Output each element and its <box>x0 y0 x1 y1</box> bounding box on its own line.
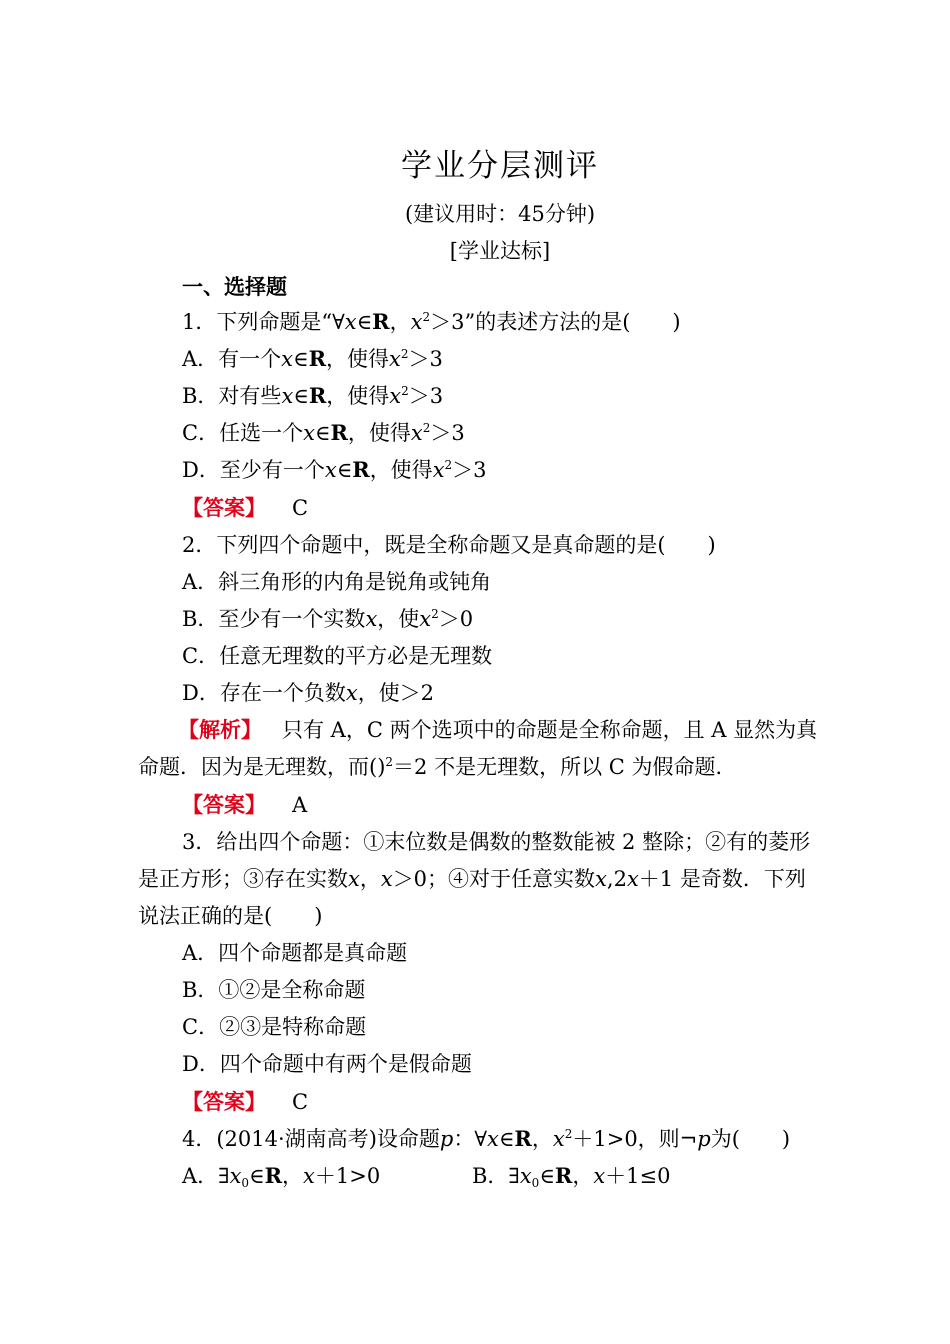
q4-source: 湖南高考 <box>284 1127 369 1151</box>
q3-stem-line3: 说法正确的是( ) <box>138 904 323 928</box>
q4-option-b: B．$\exists x_0\in R$，x＋1≤0 <box>472 1163 671 1190</box>
q2-option-d: D．存在一个负数x，使＞2 <box>182 681 435 705</box>
q1-answer: 【答案】 C <box>182 495 309 520</box>
analysis-label: 【解析】 <box>178 717 262 742</box>
q3-stem-line2: 是正方形；③存在实数x，x＞0；④对于任意实数x,2x＋1 是奇数．下列 <box>138 867 806 891</box>
time-hint: (建议用时：45分钟) <box>404 202 596 226</box>
q1-option-d: D．至少有一个x∈R，使得$x^2>3$ <box>182 457 487 482</box>
q2-analysis-line1: 【解析】 只有 A，C 两个选项中的命题是全称命题，且 A 显然为真 <box>178 717 818 742</box>
q4-stem: 4．(2014·湖南高考)设命题p：∀x∈R，$x^2+1>0$，则¬p为( ) <box>182 1126 791 1151</box>
q2-option-c: C．任意无理数的平方必是无理数 <box>182 644 493 668</box>
q3-stem-line1: 3．给出四个命题：①末位数是偶数的整数能被 2 整除；②有的菱形 <box>182 830 811 854</box>
answer-label: 【答案】 <box>182 792 266 817</box>
q1-option-c: C．任选一个x∈R，使得$x^2>3$ <box>182 420 465 445</box>
page-title: 学业分层测评 <box>401 148 599 184</box>
q2-stem: 2．下列四个命题中，既是全称命题又是真命题的是( ) <box>182 533 716 557</box>
q1-option-a: A．有一个x∈R，使得$x^2>3$ <box>182 346 443 371</box>
answer-label: 【答案】 <box>182 495 266 520</box>
q2-analysis-line2: 命题．因为是无理数，而()$^2$＝2 不是无理数，所以 C 为假命题． <box>138 755 737 779</box>
q3-option-c: C．②③是特称命题 <box>182 1015 367 1039</box>
q1-option-b: B．对有些x∈R，使得$x^2>3$ <box>182 383 444 408</box>
q2-option-a: A．斜三角形的内角是锐角或钝角 <box>182 570 492 594</box>
q3-option-d: D．四个命题中有两个是假命题 <box>182 1052 472 1076</box>
q2-answer: 【答案】 A <box>182 792 308 817</box>
part-heading: 一、选择题 <box>182 274 287 299</box>
q4-option-a: A．$\exists x_0\in R$，x＋1>0 <box>182 1163 381 1190</box>
q3-option-b: B．①②是全称命题 <box>182 978 366 1002</box>
q1-stem: 1．下列命题是“∀x∈R，$x^2>3$”的表述方法的是( ) <box>182 309 681 334</box>
q3-option-a: A．四个命题都是真命题 <box>182 941 408 965</box>
q3-answer: 【答案】 C <box>182 1089 309 1114</box>
q4-options-row <box>182 1161 882 1191</box>
q2-option-b: B．至少有一个实数x，使$x^2>0$ <box>182 607 474 631</box>
answer-label: 【答案】 <box>182 1089 266 1114</box>
section-label: [学业达标] <box>449 239 551 263</box>
